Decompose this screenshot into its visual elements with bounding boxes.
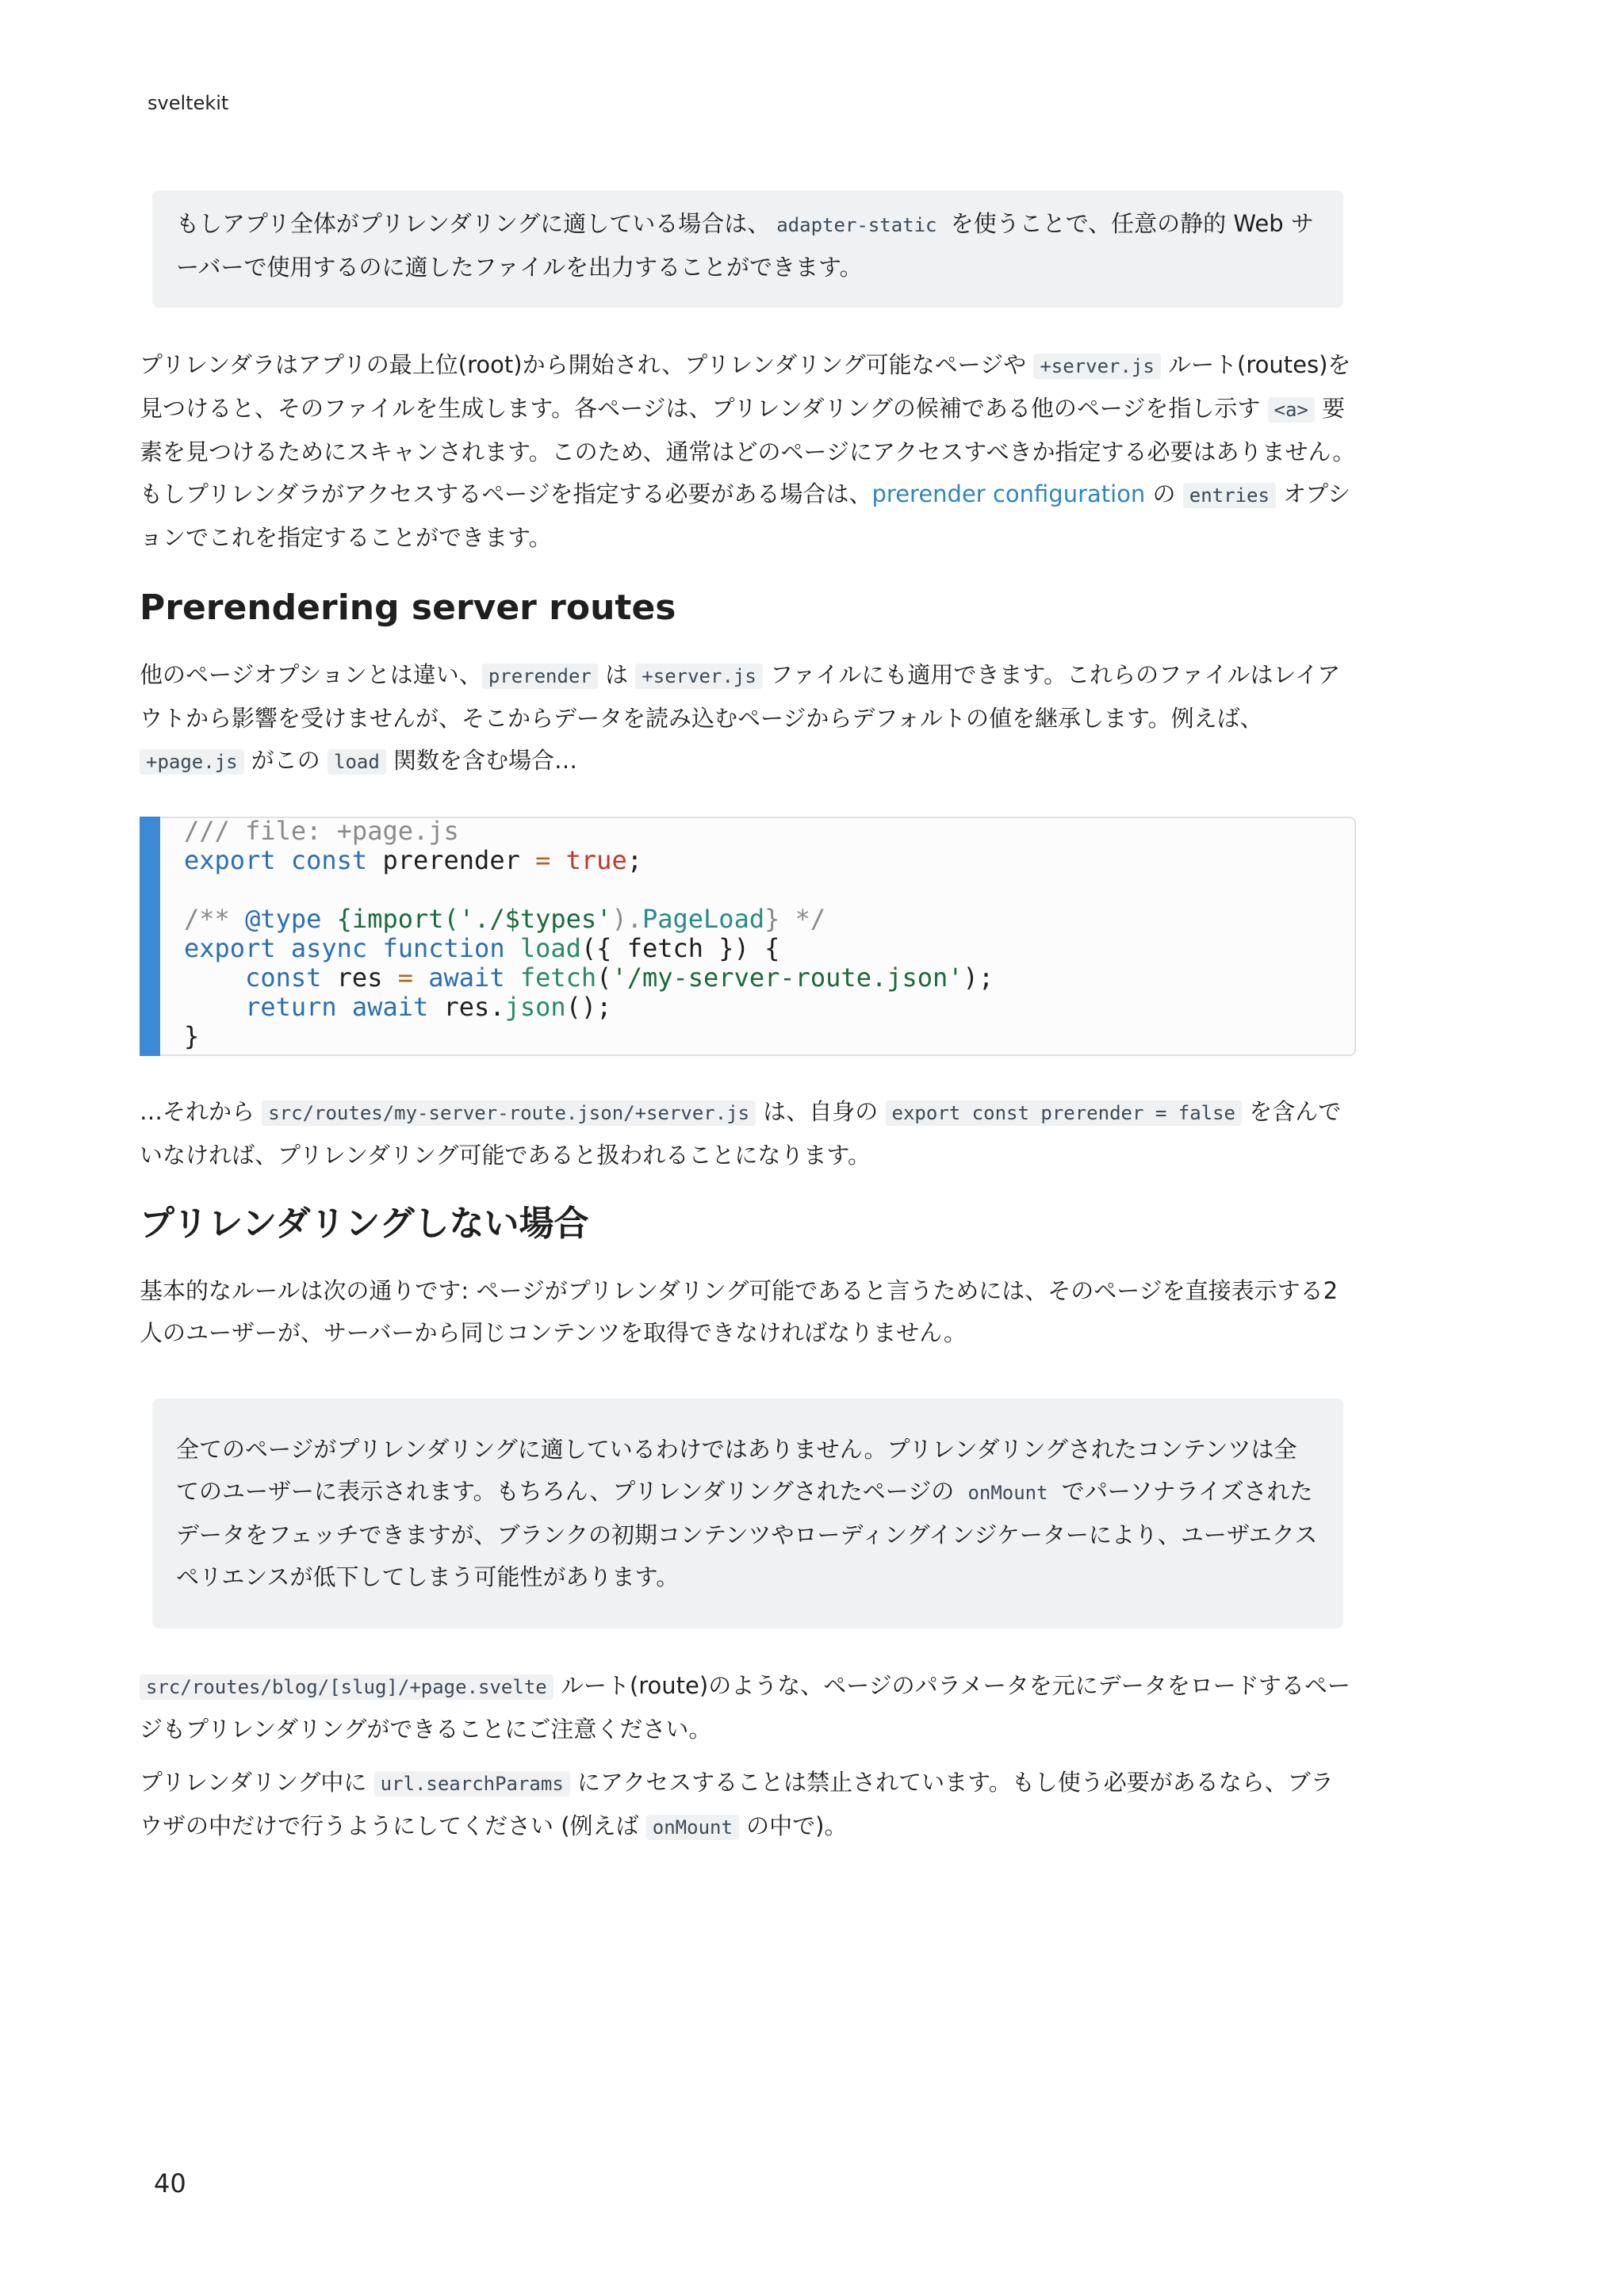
text: の中で)。: [738, 1812, 848, 1839]
code-punct: ;: [626, 845, 642, 875]
text: は: [597, 661, 636, 688]
inline-code: src/routes/my-server-route.json/+server.js: [262, 1100, 756, 1126]
inline-code: adapter-static: [776, 214, 937, 236]
note-text: 全てのページがプリレンダリングに適しているわけではありません。プリレンダリングされたコンテンツは全てのユーザーに表示されます。もちろん、プリレンダリングされたページの: [176, 1436, 1297, 1505]
paragraph-params-pages: [140, 1665, 1356, 1751]
code-comment: } */: [764, 904, 826, 934]
page-number: 40: [154, 2168, 186, 2198]
inline-code: export const prerender = false: [886, 1100, 1242, 1126]
text: の: [1145, 480, 1183, 507]
code-keyword: export async function: [184, 933, 505, 963]
code-comment: /**: [184, 904, 246, 934]
inline-code: +page.js: [140, 749, 244, 775]
code-value: true: [550, 845, 627, 875]
code-identifier: prerender: [367, 845, 536, 875]
code-string: '/my-server-route.json': [611, 962, 963, 993]
text: ルート(route)のような、ページのパラメータを元にデータをロードするページもプリレンダリングができることにご注意ください。: [140, 1672, 1350, 1743]
text: ルート(routes)を見つけると、そのファイルを生成します。各ページは、プリレンダリングの候補である他のページを指し示す: [140, 351, 1351, 422]
inline-code: +server.js: [635, 664, 763, 689]
text: がこの: [243, 747, 328, 774]
code-comment: /// file: +page.js: [184, 816, 459, 846]
text: オプションでこれを指定することができます。: [140, 480, 1351, 551]
inline-code: prerender: [482, 664, 598, 689]
heading-prerendering-server-routes: Prerendering server routes: [140, 587, 676, 628]
code-jsdoc-tag: @type: [245, 904, 322, 934]
heading-when-not-to-prerender: プリレンダリングしない場合: [140, 1203, 589, 1244]
code-punct: );: [963, 962, 994, 993]
inline-code: +server.js: [1033, 354, 1161, 379]
code-function: json: [504, 992, 566, 1022]
code-identifier: res.: [428, 992, 505, 1022]
code-type: PageLoad: [642, 904, 765, 934]
code-punct: }: [184, 1021, 200, 1051]
code-block-accent-bar: [140, 817, 160, 1056]
paragraph-server-routes: [140, 654, 1356, 783]
text: …それから: [140, 1098, 262, 1125]
code-keyword: await: [412, 962, 505, 993]
inline-code: entries: [1183, 483, 1276, 508]
inline-code: onMount: [646, 1815, 739, 1840]
inline-code: onMount: [967, 1482, 1048, 1504]
text: を含んでいなければ、プリレンダリング可能であると扱われることになります。: [140, 1098, 1342, 1169]
text: 関数を含む場合…: [385, 747, 578, 774]
inline-code: load: [327, 749, 386, 775]
text: プリレンダラはアプリの最上位(root)から開始され、プリレンダリング可能なページや: [140, 351, 1034, 378]
paragraph-search-params: [140, 1762, 1356, 1849]
code-comment: ).: [611, 904, 642, 934]
code-punct: (: [596, 962, 612, 993]
code-punct: ();: [565, 992, 612, 1022]
inline-code: url.searchParams: [374, 1771, 570, 1797]
code-function: fetch: [504, 962, 597, 993]
code-params: ({ fetch }) {: [580, 933, 780, 963]
code-identifier: res: [321, 962, 398, 993]
note-not-all-pages: [152, 1399, 1343, 1628]
note-text: を使うことで、任意の静的 Web サーバーで使用するのに適したファイルを出力することができます。: [176, 210, 1314, 281]
paragraph-prerenderer: [140, 344, 1356, 559]
text: プリレンダリング中に: [140, 1769, 374, 1796]
code-block: [140, 817, 1356, 1056]
code-keyword: return await: [184, 992, 429, 1022]
code-function: load: [504, 933, 581, 963]
note-text: もしアプリ全体がプリレンダリングに適している場合は、: [176, 210, 771, 237]
paragraph-server-route-json: [140, 1091, 1356, 1177]
code-keyword: export const: [184, 845, 368, 875]
code-keyword: const: [184, 962, 322, 993]
text: 要素を見つけるためにスキャンされます。このため、通常はどのページにアクセスすべきか指定する必要はありません。もしプリレンダラがアクセスするページを指定する必要がある場合は、: [140, 395, 1356, 507]
text: ファイルにも適用できます。これらのファイルはレイアウトから影響を受けませんが、そこからデータを読み込むページからデフォルトの値を継承します。例えば、: [140, 661, 1341, 732]
note-text: でパーソナライズされたデータをフェッチできますが、ブランクの初期コンテンツやローディングインジケーターにより、ユーザエクスペリエンスが低下してしまう可能性があります。: [176, 1478, 1318, 1590]
code-operator: =: [535, 845, 551, 875]
paragraph-basic-rule: 基本的なルールは次の通りです: ページがプリレンダリング可能であると言うためには、そのページを直接表示する2人のユーザーが、サーバーから同じコンテンツを取得できなければなりません。: [140, 1277, 1339, 1346]
page-content: [140, 190, 1356, 1849]
running-header: sveltekit: [147, 92, 229, 114]
code-operator: =: [397, 962, 413, 993]
text: 他のページオプションとは違い、: [140, 661, 482, 688]
note-adapter-static: [152, 190, 1343, 308]
prerender-configuration-link[interactable]: prerender configuration: [871, 480, 1146, 507]
inline-code: <a>: [1268, 397, 1315, 423]
code-comment: {import(: [321, 904, 459, 934]
code-string: './$types': [458, 904, 612, 934]
text: は、自身の: [756, 1098, 886, 1125]
code-listing: [184, 817, 994, 1051]
inline-code: src/routes/blog/[slug]/+page.svelte: [140, 1674, 553, 1700]
text: にアクセスすることは禁止されています。もし使う必要があるなら、ブラウザの中だけで行うようにしてください (例えば: [140, 1769, 1334, 1839]
